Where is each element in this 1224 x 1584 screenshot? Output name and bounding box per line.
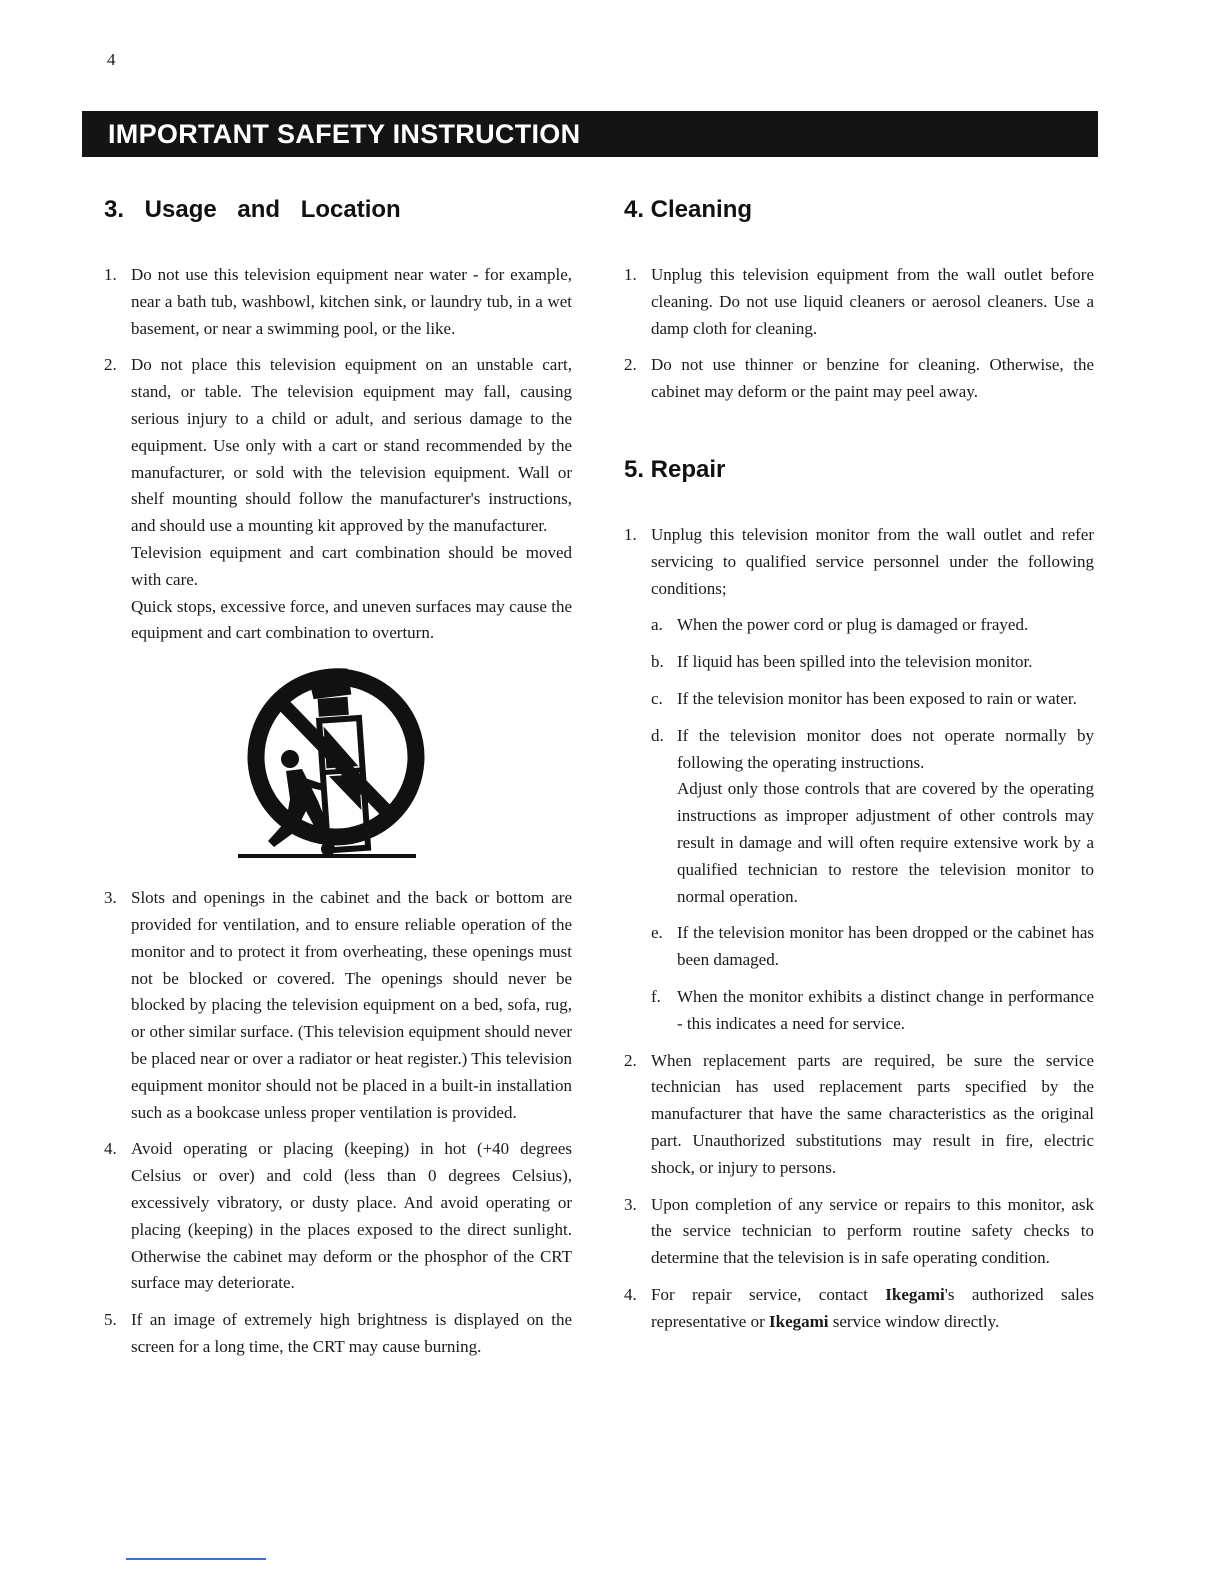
item-text: Slots and openings in the cabinet and the back or bottom are provided for ventilation, and to ensure reliable operation of the monitor and to protect it from overheating, these openings must not be blocked or covered. The openings should never be blocked by placing the television equipment on a bed, sofa, rug, or other similar surface. (This television equipment should never be placed near or over a radiator or heat register.) This television equipment monitor should not be placed in a built-in installation such as a bookcase unless proper ventilation is provided. xyxy=(131,888,572,1122)
sub-list-item xyxy=(651,984,1094,1038)
item-text: Do not place this television equipment on an unstable cart, stand, or table. The television equipment may fall, causing serious injury to a child or adult, and serious damage to the equipment. Use only with a cart or stand recommended by the manufacturer, or sold with the television equipment. Wall or shelf mounting should follow the manufacturer's instructions, and should use a mounting kit approved by the manufacturer. xyxy=(131,355,572,536)
sub-item-text: Adjust only those controls that are covered by the operating instructions as improper adjustment of other controls may result in damage and will often require extensive work by a qualified technician to restore the television monitor to normal operation. xyxy=(677,779,1094,906)
sub-item-text: When the monitor exhibits a distinct change in performance - this indicates a need for service. xyxy=(677,986,1094,1033)
item-text: Quick stops, excessive force, and uneven surfaces may cause the equipment and cart combination to overturn. xyxy=(131,596,572,643)
item-text: Avoid operating or placing (keeping) in hot (+40 degrees Celsius or over) and cold (less than 0 degrees Celsius), excessively vibratory, or dusty place. And avoid operating or placing (keeping) in the places exposed to the direct sunlight. Otherwise the cabinet may deform or the phosphor of the CRT surface may deteriorate. xyxy=(131,1139,572,1293)
sub-item-text: If the television monitor has been exposed to rain or water. xyxy=(677,688,1077,708)
repair-heading: 5. Repair xyxy=(624,455,726,483)
list-item xyxy=(104,262,572,342)
item-text: Do not use this television equipment near water - for example, near a bath tub, washbowl, kitchen sink, or laundry tub, in a wet basement, or near a swimming pool, or the like. xyxy=(131,265,572,338)
list-item xyxy=(624,1282,1094,1336)
text-segment: For repair service, contact xyxy=(651,1284,886,1304)
sub-item-text: If the television monitor has been dropped or the cabinet has been damaged. xyxy=(677,923,1094,970)
list-item xyxy=(104,352,572,647)
cleaning-heading: 4. Cleaning xyxy=(624,196,753,223)
item-number: 4. xyxy=(624,1284,637,1304)
sub-item-text: When the power cord or plug is damaged or frayed. xyxy=(677,615,1029,635)
sub-list-item xyxy=(651,920,1094,974)
list-item xyxy=(624,352,1094,406)
sub-item-letter: b. xyxy=(651,652,664,672)
item-number: 3. xyxy=(624,1194,637,1214)
item-number: 2. xyxy=(624,355,637,375)
sub-item-letter: d. xyxy=(651,725,664,745)
list-item xyxy=(624,1192,1094,1272)
item-number: 4. xyxy=(104,1139,117,1159)
cart-tip-over-warning-icon xyxy=(236,661,436,861)
usage-list xyxy=(104,262,572,647)
item-number: 2. xyxy=(104,355,117,375)
item-text: Unplug this television equipment from the wall outlet before cleaning. Do not use liquid cleaners or aerosol cleaners. Use a damp cloth for cleaning. xyxy=(651,265,1094,338)
item-number: 5. xyxy=(104,1310,117,1330)
item-text: Television equipment and cart combination should be moved with care. xyxy=(131,542,572,589)
list-item xyxy=(104,1307,572,1361)
sub-item-text: If liquid has been spilled into the television monitor. xyxy=(677,652,1033,672)
repair-conditions-list xyxy=(651,612,1094,1037)
cleaning-list xyxy=(624,262,1094,406)
cleaning-repair-section xyxy=(624,196,1094,1346)
item-number: 1. xyxy=(624,524,637,544)
footer-rule xyxy=(126,1558,266,1560)
sub-list-item xyxy=(651,612,1094,639)
item-number: 3. xyxy=(104,888,117,908)
sub-list-item xyxy=(651,649,1094,676)
item-number: 2. xyxy=(624,1050,637,1070)
item-text: Do not use thinner or benzine for cleaning. Otherwise, the cabinet may deform or the paint may peel away. xyxy=(651,355,1094,402)
sub-list-item xyxy=(651,686,1094,713)
brand-name: Ikegami xyxy=(769,1311,829,1331)
item-text xyxy=(651,1285,1094,1331)
usage-heading: 3. Usage and Location xyxy=(104,196,401,223)
item-number: 1. xyxy=(104,265,117,284)
sub-item-letter: e. xyxy=(651,923,663,943)
text-segment: 's authorized sales representative or xyxy=(651,1284,1094,1331)
brand-name: Ikegami xyxy=(885,1284,945,1304)
list-item xyxy=(624,262,1094,342)
page-title-banner: IMPORTANT SAFETY INSTRUCTION xyxy=(82,111,1098,157)
sub-item-text: If the television monitor does not operate normally by following the operating instructions. xyxy=(677,725,1094,772)
repair-list xyxy=(624,522,1094,1336)
item-number: 1. xyxy=(624,265,637,284)
sub-item-letter: f. xyxy=(651,986,661,1006)
item-text: When replacement parts are required, be sure the service technician has used replacement parts specified by the manufacturer that have the same characteristics as the original part. Unauthorized substitutions may result in fire, electric shock, or injury to persons. xyxy=(651,1050,1094,1177)
list-item xyxy=(104,1136,572,1297)
list-item xyxy=(624,1048,1094,1182)
list-item xyxy=(624,522,1094,1038)
sub-item-letter: a. xyxy=(651,615,663,635)
usage-list-continued xyxy=(104,885,572,1361)
item-text: If an image of extremely high brightness is displayed on the screen for a long time, the CRT may cause burning. xyxy=(131,1310,572,1356)
sub-list-item xyxy=(651,723,1094,911)
text-segment: service window directly. xyxy=(828,1311,1000,1331)
list-item xyxy=(104,885,572,1126)
page-number: 4 xyxy=(107,50,116,69)
usage-section xyxy=(104,196,572,1371)
item-text: Unplug this television monitor from the wall outlet and refer servicing to qualified service personnel under the following conditions; xyxy=(651,524,1094,598)
item-text: Upon completion of any service or repairs to this monitor, ask the service technician to perform routine safety checks to determine that the television is in safe operating condition. xyxy=(651,1194,1094,1268)
sub-item-letter: c. xyxy=(651,688,663,708)
